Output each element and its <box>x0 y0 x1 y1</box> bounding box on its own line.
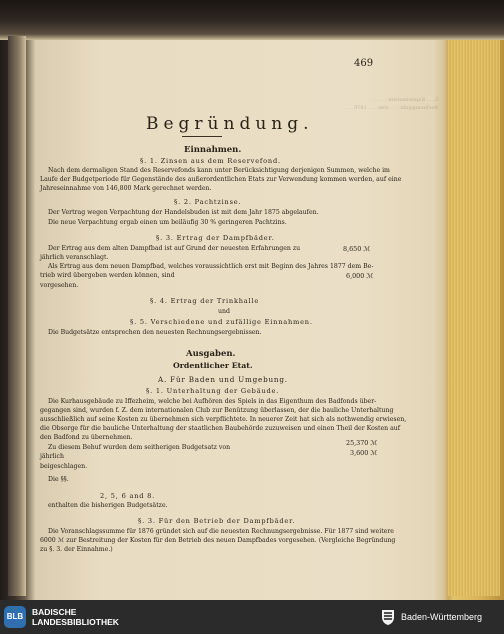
previous-page-edge <box>8 36 26 596</box>
e3-line: zu §. 3. der Einnahme.) <box>40 546 113 553</box>
footer-bar <box>0 600 504 634</box>
e1-amount: 25,370 ℳ <box>346 439 378 447</box>
library-name-line: BADISCHE <box>32 607 77 617</box>
e1-line: die Obsorge für die bauliche Unterhaltung der staatlichen Baubehörde zuzuweisen und einen Theil der Kosten auf <box>40 425 401 432</box>
e2-line: enthalten die bisherigen Budgetsätze. <box>48 502 168 509</box>
e1-line: den Badfond zu übernehmen. <box>40 434 133 441</box>
state-name[interactable]: Baden-Württemberg <box>401 612 483 622</box>
s2-line: Die neue Verpachtung ergab einen um beiläufig 30 % geringeren Pachtzins. <box>48 219 287 226</box>
s3-amount: 6,000 ℳ <box>346 272 374 280</box>
coat-of-arms-icon[interactable] <box>379 608 397 626</box>
a-heading: A. Für Baden und Umgebung. <box>158 375 288 384</box>
title-rule <box>182 136 222 137</box>
s4-heading: §. 4. Ertrag der Trinkhalle <box>150 297 260 305</box>
s2-heading: §. 2. Pachtzinse. <box>174 198 242 206</box>
e1-line: gegangen sind, wurden f. Z. dem internationalen Club zur Benützung überlassen, der die bauliche Unterhaltung <box>40 407 394 414</box>
e1-line: Die §§. <box>48 476 69 483</box>
s3-line: jährlich veranschlagt. <box>40 254 109 261</box>
e3-line: 6000 ℳ zur Bestreitung der Kosten für den Betrieb des neuen Dampfbades vorgesehen. (Vergleiche Begründung <box>40 537 396 544</box>
s3-line: Als Ertrag aus dem neuen Dampfbad, welches voraussichtlich erst mit Beginn des Jahres 1877 dem Be- <box>48 263 374 270</box>
s3-heading: §. 3. Ertrag der Dampfbäder. <box>156 234 275 242</box>
s3-line: Der Ertrag aus dem alten Dampfbad ist auf Grund der neuesten Erfahrungen zu <box>48 245 301 252</box>
s1-heading: §. 1. Zinsen aus dem Reservefond. <box>140 157 281 165</box>
blb-logo[interactable]: BLB <box>4 606 26 628</box>
s3-amount: 8,650 ℳ <box>343 245 371 253</box>
income-heading: Einnahmen. <box>184 145 242 155</box>
s1-line: Nach dem dermaligen Stand des Reservefonds kann unter Berücksichtigung derjenigen Summen, welche im <box>48 167 390 174</box>
s5-heading: §. 5. Verschiedene und zufällige Einnahmen. <box>130 318 313 326</box>
library-name-line: LANDESBIBLIOTHEK <box>32 617 119 627</box>
page-title: Begründung. <box>146 114 314 134</box>
expense-heading: Ausgaben. <box>186 349 236 359</box>
s1-line: Laufe der Budgetperiode für Gegenstände des außerordentlichen Etats zur Verwendung kommen werden, auf eine <box>40 176 402 183</box>
page-number: 469 <box>354 58 374 69</box>
s3-line: trieb wird übergeben werden können, sind <box>40 272 175 279</box>
e1-line: Die Kurhausgebäude zu Iffezheim, welche bei Aufhören des Spiels in das Eigenthum des Badfonds über- <box>48 398 377 405</box>
s5-line: Die Budgetsätze entsprechen den neuesten Rechnungsergebnissen. <box>48 329 262 336</box>
e3-heading: §. 3. Für den Betrieb der Dampfbäder. <box>138 517 296 525</box>
s4-und: und <box>218 308 230 315</box>
s1-line: Jahreseinnahme von 146,800 Mark gerechnet werden. <box>40 185 212 192</box>
book-top-shadow <box>0 0 504 40</box>
bleed-through-text: L. . . Kapitelmeister . . . . . Rechnungsjahr . . . vom . . . 1876 . . . <box>344 97 438 111</box>
document-page <box>38 46 438 596</box>
e1-line: beigeschlagen. <box>40 463 88 470</box>
ordinary-budget-heading: Ordentlicher Etat. <box>173 361 253 370</box>
e1-amount: 3,600 ℳ <box>350 449 378 457</box>
s3-line: vorgesehen. <box>40 282 79 289</box>
gilded-page-edges <box>448 40 500 596</box>
e1-line: jährlich <box>40 453 64 460</box>
e1-line: Zu diesem Behuf wurden dem seitherigen Budgetsatz von <box>48 444 231 451</box>
e1-heading: §. 1. Unterhaltung der Gebäude. <box>146 387 280 395</box>
e1-line: ausschließlich auf seine Kosten zu übernehmen sich verpflichtete. In neuerer Zeit hat sich als nothwendig erwiesen, <box>40 416 407 423</box>
library-name[interactable] <box>32 607 119 627</box>
s2-line: Der Vertrag wegen Verpachtung der Handelsbuden ist mit dem Jahr 1875 abgelaufen. <box>48 209 319 216</box>
e2-heading: 2, 5, 6 and 8. <box>100 492 156 500</box>
e3-line: Die Voranschlagssumme für 1876 gründet sich auf die neuesten Rechnungsergebnisse. Für 1877 sind weitere <box>48 528 394 535</box>
